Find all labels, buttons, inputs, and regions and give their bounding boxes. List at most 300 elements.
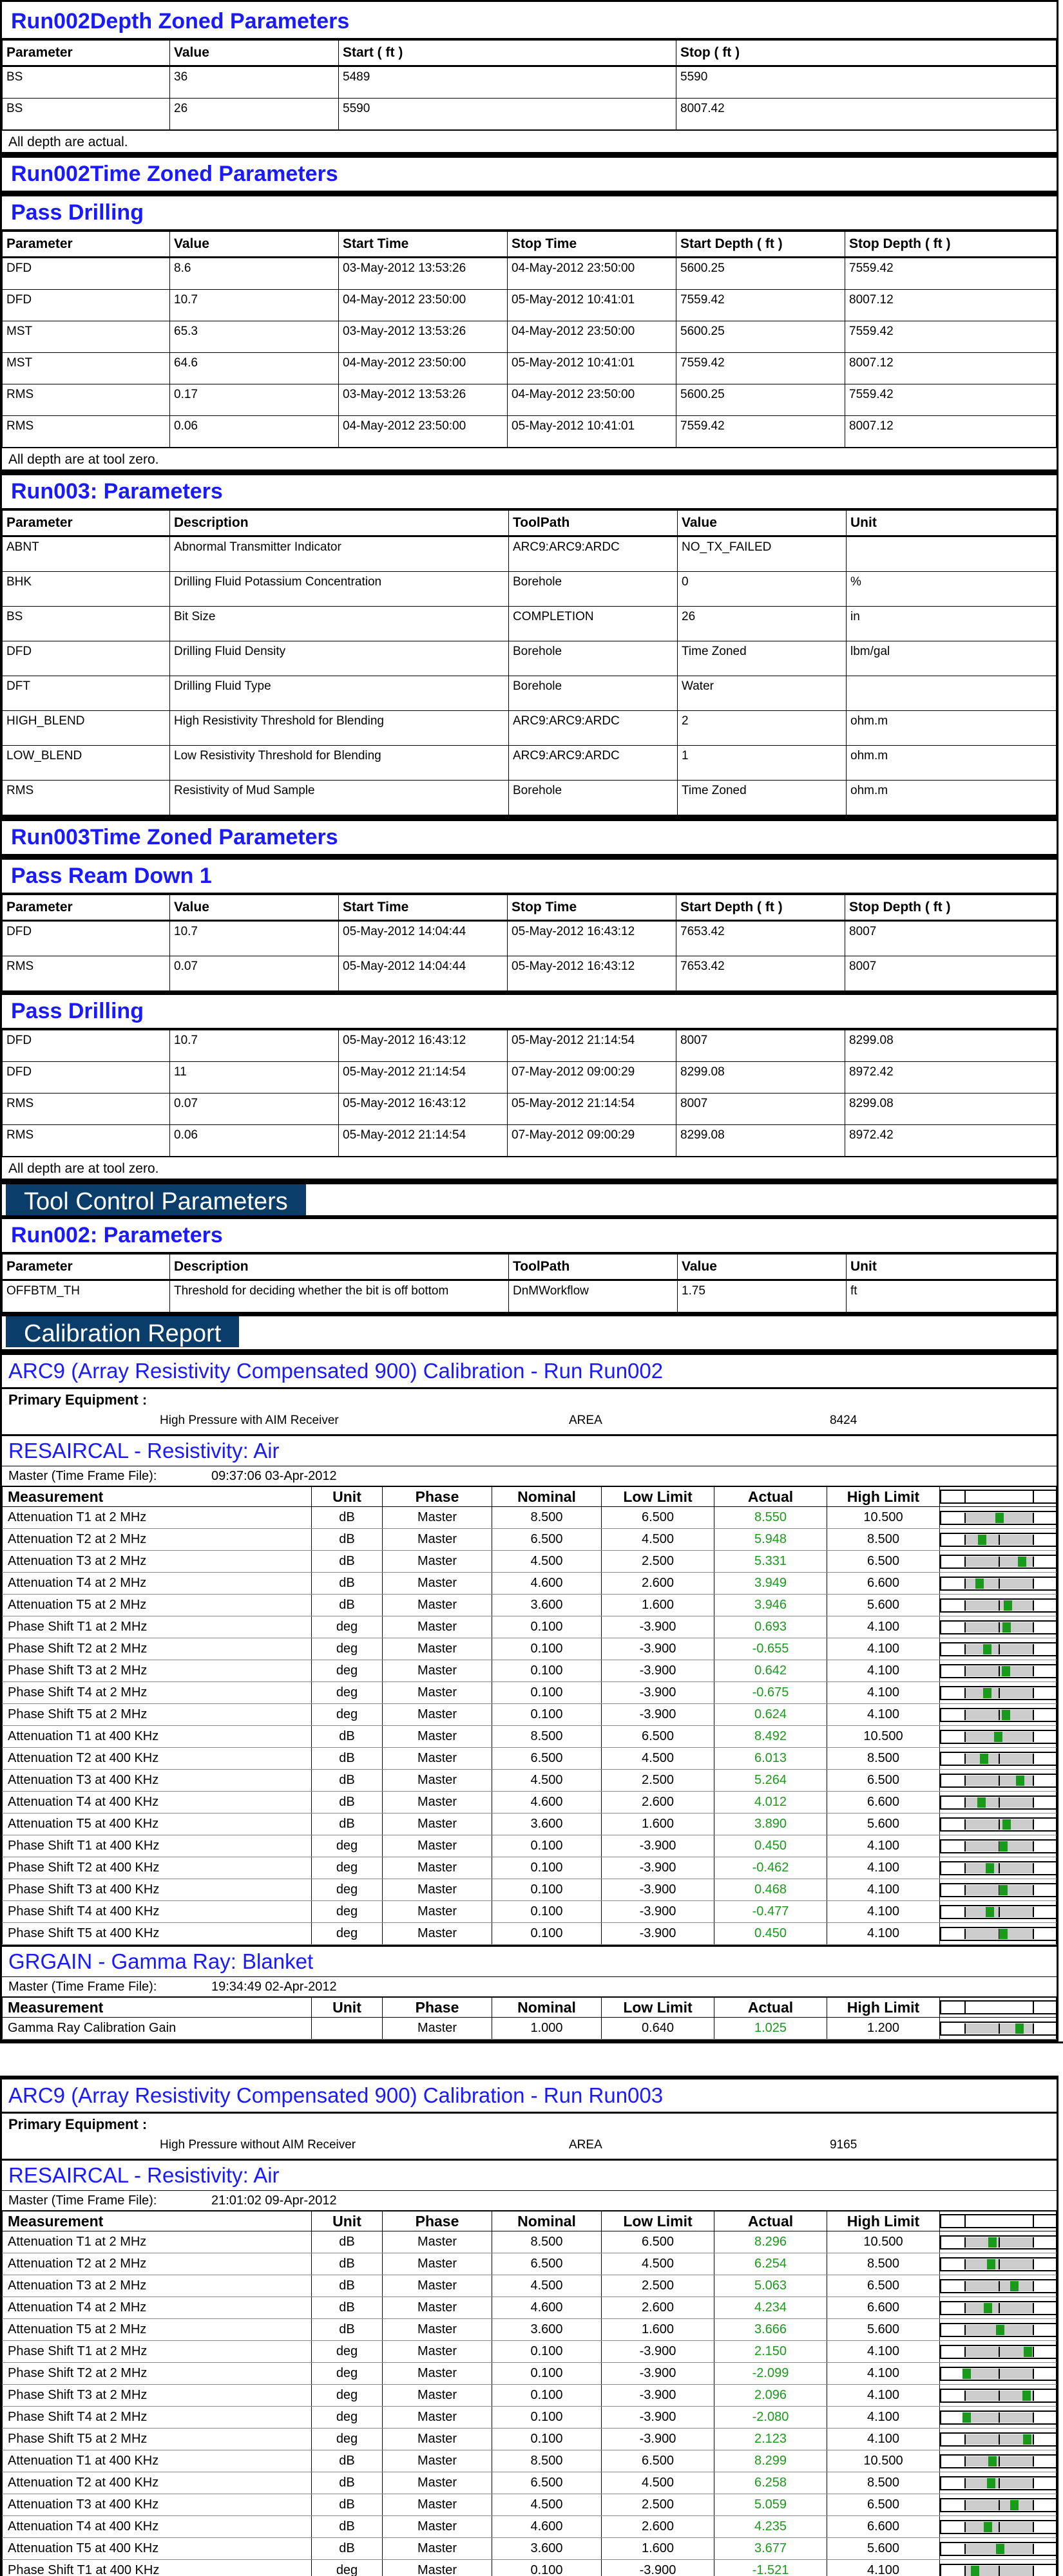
high-limit-cell: 5.600 xyxy=(827,2319,940,2341)
limit-bar xyxy=(940,1533,1057,1547)
column-header: Low Limit xyxy=(602,1487,714,1507)
high-limit-cell: 4.100 xyxy=(827,1879,940,1901)
nominal-cell: 0.100 xyxy=(492,1901,602,1923)
actual-cell: -0.655 xyxy=(714,1638,827,1660)
primary-equipment-row xyxy=(8,2133,1050,2156)
limit-bar-cell xyxy=(940,1660,1057,1682)
limit-bar-divider xyxy=(964,2325,966,2335)
nominal-cell: 6.500 xyxy=(492,2472,602,2494)
phase-cell: Master xyxy=(383,2516,492,2538)
measurement-cell: Attenuation T2 at 400 KHz xyxy=(3,2472,312,2494)
limit-bar-cell xyxy=(940,2516,1057,2538)
low-limit-cell: -3.900 xyxy=(602,2407,714,2429)
measurement-cell: Attenuation T3 at 2 MHz xyxy=(3,1551,312,1573)
measurement-cell: Attenuation T1 at 2 MHz xyxy=(3,2231,312,2253)
unit-cell: dB xyxy=(312,2538,383,2560)
calibration-table xyxy=(2,1997,1057,2040)
limit-bar-divider xyxy=(964,1666,966,1676)
low-limit-cell: 2.500 xyxy=(602,1551,714,1573)
actual-cell: 0.624 xyxy=(714,1704,827,1726)
table-cell: Abnormal Transmitter Indicator xyxy=(170,536,509,572)
nominal-cell: 3.600 xyxy=(492,2319,602,2341)
limit-bar-divider xyxy=(999,2434,1000,2445)
phase-cell: Master xyxy=(383,2319,492,2341)
master-label: Master (Time Frame File): xyxy=(8,1469,157,1483)
table-cell: ohm.m xyxy=(847,781,1057,815)
low-limit-cell: 1.600 xyxy=(602,2319,714,2341)
limit-bar xyxy=(940,2301,1057,2315)
limit-bar-marker xyxy=(986,1907,994,1917)
calibration-row xyxy=(3,1770,1057,1792)
column-header: Phase xyxy=(383,1487,492,1507)
table-cell: 8007.12 xyxy=(845,416,1057,448)
unit-cell: dB xyxy=(312,1726,383,1748)
limit-bar xyxy=(940,1577,1057,1591)
actual-cell: 2.150 xyxy=(714,2341,827,2363)
limit-bar-divider xyxy=(1033,1754,1034,1764)
measurement-cell: Gamma Ray Calibration Gain xyxy=(3,2018,312,2040)
table-cell: 7559.42 xyxy=(676,416,845,448)
column-header: Nominal xyxy=(492,2211,602,2231)
measurement-cell: Phase Shift T4 at 2 MHz xyxy=(3,2407,312,2429)
unit-cell: deg xyxy=(312,1923,383,1945)
column-header: Start Depth ( ft ) xyxy=(676,895,845,921)
limit-bar xyxy=(940,2279,1057,2293)
limit-bar-divider xyxy=(964,1819,966,1830)
measurement-cell: Phase Shift T2 at 2 MHz xyxy=(3,2363,312,2385)
measurement-cell: Phase Shift T1 at 400 KHz xyxy=(3,2560,312,2576)
low-limit-cell: -3.900 xyxy=(602,2560,714,2576)
calibration-table xyxy=(2,1486,1057,1945)
measurement-cell: Phase Shift T4 at 2 MHz xyxy=(3,1682,312,1704)
table-row xyxy=(3,99,1057,130)
column-header: Start Time xyxy=(339,232,508,258)
high-limit-cell: 4.100 xyxy=(827,2385,940,2407)
limit-bar-divider xyxy=(964,2566,966,2576)
primary-equipment-label: Primary Equipment : xyxy=(8,2116,148,2132)
low-limit-cell: -3.900 xyxy=(602,1682,714,1704)
unit-cell: dB xyxy=(312,1748,383,1770)
nominal-cell: 3.600 xyxy=(492,1814,602,1835)
master-line xyxy=(2,2191,1057,2211)
table-cell: Drilling Fluid Density xyxy=(170,641,509,676)
measurement-cell: Phase Shift T2 at 2 MHz xyxy=(3,1638,312,1660)
table-cell: Drilling Fluid Type xyxy=(170,676,509,711)
limit-bar-cell xyxy=(940,2538,1057,2560)
measurement-cell: Attenuation T4 at 400 KHz xyxy=(3,2516,312,2538)
table-cell: 10.7 xyxy=(170,290,339,321)
nominal-cell: 6.500 xyxy=(492,1529,602,1551)
measurement-cell: Attenuation T4 at 2 MHz xyxy=(3,1573,312,1595)
table-cell: NO_TX_FAILED xyxy=(678,536,847,572)
calibration-row xyxy=(3,1835,1057,1857)
actual-cell: -2.099 xyxy=(714,2363,827,2385)
nominal-cell: 0.100 xyxy=(492,1616,602,1638)
limit-bar xyxy=(940,1555,1057,1569)
limit-bar xyxy=(940,1752,1057,1766)
measurement-cell: Attenuation T3 at 2 MHz xyxy=(3,2275,312,2297)
limit-bar-divider xyxy=(1033,2391,1034,2401)
measurement-cell: Attenuation T5 at 2 MHz xyxy=(3,2319,312,2341)
calibration-row xyxy=(3,1573,1057,1595)
calibration-row xyxy=(3,1595,1057,1616)
limit-bar-marker xyxy=(1024,2347,1032,2357)
limit-bar-divider xyxy=(964,2215,966,2227)
master-line xyxy=(2,1977,1057,1997)
table-cell: 04-May-2012 23:50:00 xyxy=(508,258,676,290)
table-cell: 8007 xyxy=(676,1094,845,1125)
limit-bar-divider xyxy=(1033,2544,1034,2554)
limit-bar-cell xyxy=(940,2429,1057,2450)
table-cell: 26 xyxy=(678,607,847,641)
limit-bar-divider xyxy=(1033,1929,1034,1939)
nominal-cell: 0.100 xyxy=(492,2341,602,2363)
table-row xyxy=(3,711,1057,746)
table-cell: 07-May-2012 09:00:29 xyxy=(508,1062,676,1094)
calibration-report xyxy=(0,2076,1058,2576)
limit-bar-cell xyxy=(940,2450,1057,2472)
table-cell xyxy=(847,676,1057,711)
low-limit-cell: 4.500 xyxy=(602,2472,714,2494)
limit-bar-cell xyxy=(940,1638,1057,1660)
actual-cell: 5.264 xyxy=(714,1770,827,1792)
phase-cell: Master xyxy=(383,1857,492,1879)
phase-cell: Master xyxy=(383,1595,492,1616)
unit-cell: deg xyxy=(312,1638,383,1660)
limit-bar xyxy=(940,1686,1057,1700)
unit-cell: deg xyxy=(312,1857,383,1879)
phase-cell: Master xyxy=(383,2297,492,2319)
table-cell: 10.7 xyxy=(170,921,339,956)
table-cell: ohm.m xyxy=(847,711,1057,746)
measurement-cell: Phase Shift T3 at 2 MHz xyxy=(3,1660,312,1682)
limit-bar-divider xyxy=(964,1600,966,1611)
table-cell: 05-May-2012 16:43:12 xyxy=(339,1030,508,1062)
low-limit-cell: 2.500 xyxy=(602,2275,714,2297)
limit-bar-cell xyxy=(940,2472,1057,2494)
phase-cell: Master xyxy=(383,1551,492,1573)
limit-bar xyxy=(940,1708,1057,1722)
limit-bar xyxy=(940,2410,1057,2425)
calibration-row xyxy=(3,1660,1057,1682)
limit-bar-divider xyxy=(999,2259,1000,2269)
high-limit-cell: 4.100 xyxy=(827,1616,940,1638)
limit-bar-divider xyxy=(1033,2412,1034,2423)
limit-bar-marker xyxy=(984,2522,992,2532)
high-limit-cell: 6.500 xyxy=(827,2494,940,2516)
run002-time-section xyxy=(0,154,1058,471)
limit-bar-divider xyxy=(1033,1491,1034,1502)
calibration-row xyxy=(3,1616,1057,1638)
table-row xyxy=(3,384,1057,416)
limit-bar-marker xyxy=(1004,1600,1012,1611)
limit-bar-divider xyxy=(1033,2281,1034,2291)
high-limit-cell: 4.100 xyxy=(827,1660,940,1682)
table-cell: 05-May-2012 16:43:12 xyxy=(508,956,676,991)
limit-bar-divider xyxy=(1033,2259,1034,2269)
table-cell: 0 xyxy=(678,572,847,607)
unit-cell: deg xyxy=(312,2429,383,2450)
table-cell: 5600.25 xyxy=(676,258,845,290)
table-cell: 0.07 xyxy=(170,1094,339,1125)
limit-bar-cell xyxy=(940,2319,1057,2341)
table-cell: ARC9:ARC9:ARDC xyxy=(509,536,678,572)
limit-bar-divider xyxy=(964,1797,966,1808)
calibration-row xyxy=(3,1879,1057,1901)
unit-cell: deg xyxy=(312,2560,383,2576)
low-limit-cell: 1.600 xyxy=(602,1814,714,1835)
phase-cell: Master xyxy=(383,2429,492,2450)
phase-cell: Master xyxy=(383,1748,492,1770)
table-cell: COMPLETION xyxy=(509,607,678,641)
limit-bar-marker xyxy=(996,2544,1004,2554)
master-label: Master (Time Frame File): xyxy=(8,2193,157,2208)
master-time: 21:01:02 09-Apr-2012 xyxy=(211,2193,337,2208)
low-limit-cell: -3.900 xyxy=(602,1616,714,1638)
high-limit-cell: 8.500 xyxy=(827,2253,940,2275)
limit-bar-divider xyxy=(999,1754,1000,1764)
high-limit-cell: 6.500 xyxy=(827,1551,940,1573)
calibration-row xyxy=(3,2560,1057,2576)
calibration-header-row xyxy=(3,2211,1057,2231)
nominal-cell: 0.100 xyxy=(492,1660,602,1682)
table-cell: 5590 xyxy=(676,66,1057,99)
unit-cell: deg xyxy=(312,1879,383,1901)
actual-cell: -0.675 xyxy=(714,1682,827,1704)
limit-bar-divider xyxy=(1033,1535,1034,1545)
calibration-row xyxy=(3,2231,1057,2253)
table-row xyxy=(3,290,1057,321)
column-header: ToolPath xyxy=(509,1255,678,1280)
limit-bar-cell xyxy=(940,2560,1057,2576)
limit-bar-cell xyxy=(940,1857,1057,1879)
limit-bar-divider xyxy=(1033,2237,1034,2248)
calibration-row xyxy=(3,2494,1057,2516)
calibration-row xyxy=(3,1814,1057,1835)
calibration-row xyxy=(3,2472,1057,2494)
limit-bar-divider xyxy=(999,1863,1000,1873)
nominal-cell: 0.100 xyxy=(492,2560,602,2576)
limit-bar-divider xyxy=(1033,2325,1034,2335)
actual-cell: 4.235 xyxy=(714,2516,827,2538)
limit-bar-cell xyxy=(940,2385,1057,2407)
table-cell: 7559.42 xyxy=(845,258,1057,290)
column-header: Stop ( ft ) xyxy=(676,41,1057,66)
limit-bar-divider xyxy=(964,1732,966,1742)
limit-bar xyxy=(940,2498,1057,2512)
limit-bar-marker xyxy=(999,1841,1008,1852)
table-cell: 05-May-2012 14:04:44 xyxy=(339,956,508,991)
calibration-row xyxy=(3,1529,1057,1551)
limit-bar-cell xyxy=(940,1507,1057,1529)
table-row xyxy=(3,607,1057,641)
table-cell: Borehole xyxy=(509,641,678,676)
high-limit-cell: 4.100 xyxy=(827,1901,940,1923)
measurement-cell: Attenuation T2 at 400 KHz xyxy=(3,1748,312,1770)
pass-title: Pass Drilling xyxy=(2,991,1057,1030)
low-limit-cell: -3.900 xyxy=(602,1857,714,1879)
limit-bar-cell xyxy=(940,1748,1057,1770)
table-cell: DFD xyxy=(3,921,170,956)
limit-bar-cell xyxy=(940,1770,1057,1792)
column-header: Parameter xyxy=(3,41,170,66)
equipment-serial: 8424 xyxy=(830,1414,857,1427)
limit-bar-cell xyxy=(940,2363,1057,2385)
table-cell: 03-May-2012 13:53:26 xyxy=(339,384,508,416)
low-limit-cell: -3.900 xyxy=(602,1901,714,1923)
calibration-row xyxy=(3,2341,1057,2363)
table-cell: Drilling Fluid Potassium Concentration xyxy=(170,572,509,607)
actual-cell: 3.666 xyxy=(714,2319,827,2341)
limit-bar-divider xyxy=(964,2002,966,2013)
column-header: Value xyxy=(678,1255,847,1280)
table-cell: 1.75 xyxy=(678,1280,847,1312)
table-cell: 8972.42 xyxy=(845,1062,1057,1094)
table-row xyxy=(3,66,1057,99)
actual-cell: -0.477 xyxy=(714,1901,827,1923)
nominal-cell: 3.600 xyxy=(492,1595,602,1616)
table-cell: 11 xyxy=(170,1062,339,1094)
measurement-cell: Attenuation T4 at 2 MHz xyxy=(3,2297,312,2319)
column-header: Parameter xyxy=(3,232,170,258)
limit-bar-divider xyxy=(964,2303,966,2313)
column-header: Low Limit xyxy=(602,1998,714,2018)
actual-cell: 8.492 xyxy=(714,1726,827,1748)
limit-bar-divider xyxy=(999,1710,1000,1720)
limit-bar-divider xyxy=(999,2023,1000,2034)
limit-bar-divider xyxy=(964,2544,966,2554)
table-cell: HIGH_BLEND xyxy=(3,711,170,746)
banner-label: Calibration Report xyxy=(6,1316,239,1347)
phase-cell: Master xyxy=(383,2560,492,2576)
section-title: Run002Time Zoned Parameters xyxy=(2,154,1057,193)
table-cell: 8299.08 xyxy=(845,1030,1057,1062)
equipment-area: AREA xyxy=(569,2138,602,2152)
unit-cell: dB xyxy=(312,2253,383,2275)
table-cell: 7653.42 xyxy=(676,956,845,991)
low-limit-cell: 2.600 xyxy=(602,2297,714,2319)
limit-bar-divider xyxy=(964,1688,966,1698)
high-limit-cell: 4.100 xyxy=(827,1923,940,1945)
high-limit-cell: 4.100 xyxy=(827,2363,940,2385)
table-cell: RMS xyxy=(3,1094,170,1125)
limit-bar-marker xyxy=(983,1644,991,1654)
calibration-row xyxy=(3,2538,1057,2560)
phase-cell: Master xyxy=(383,1507,492,1529)
limit-bar-marker xyxy=(999,1929,1008,1939)
limit-bar-divider xyxy=(1033,2566,1034,2576)
phase-cell: Master xyxy=(383,1682,492,1704)
actual-cell: 5.063 xyxy=(714,2275,827,2297)
actual-cell: 8.299 xyxy=(714,2450,827,2472)
low-limit-cell: -3.900 xyxy=(602,1704,714,1726)
table-cell: 03-May-2012 13:53:26 xyxy=(339,321,508,353)
limit-bar-divider xyxy=(1033,2369,1034,2379)
table-cell: 05-May-2012 16:43:12 xyxy=(339,1094,508,1125)
table-cell: 65.3 xyxy=(170,321,339,353)
measurement-cell: Phase Shift T3 at 400 KHz xyxy=(3,1879,312,1901)
table-cell: 26 xyxy=(170,99,339,130)
unit-cell: dB xyxy=(312,2516,383,2538)
limit-bar xyxy=(940,1927,1057,1941)
column-header: Stop Depth ( ft ) xyxy=(845,895,1057,921)
column-header: Value xyxy=(170,895,339,921)
measurement-cell: Attenuation T3 at 400 KHz xyxy=(3,1770,312,1792)
limit-bar-divider xyxy=(999,1535,1000,1545)
column-header: High Limit xyxy=(827,2211,940,2231)
phase-cell: Master xyxy=(383,2253,492,2275)
nominal-cell: 0.100 xyxy=(492,1638,602,1660)
limit-bar-divider xyxy=(964,2478,966,2488)
nominal-cell: 0.100 xyxy=(492,2363,602,2385)
table-cell: Time Zoned xyxy=(678,781,847,815)
low-limit-cell: -3.900 xyxy=(602,1638,714,1660)
high-limit-cell: 8.500 xyxy=(827,1529,940,1551)
high-limit-cell: 6.500 xyxy=(827,2275,940,2297)
limit-bar-divider xyxy=(1033,1666,1034,1676)
limit-bar xyxy=(940,2257,1057,2271)
limit-bar-divider xyxy=(1033,1885,1034,1895)
table-cell: 8299.08 xyxy=(676,1125,845,1157)
limit-bar-marker xyxy=(986,1863,994,1873)
low-limit-cell: 6.500 xyxy=(602,1507,714,1529)
column-header: Description xyxy=(170,1255,509,1280)
high-limit-cell: 5.600 xyxy=(827,2538,940,2560)
table-row xyxy=(3,746,1057,781)
unit-cell: deg xyxy=(312,2341,383,2363)
column-header: Parameter xyxy=(3,511,170,536)
table-row xyxy=(3,353,1057,384)
limit-bar-divider xyxy=(999,2566,1000,2576)
measurement-cell: Phase Shift T5 at 2 MHz xyxy=(3,2429,312,2450)
limit-bar-divider xyxy=(1033,1732,1034,1742)
limit-bar-divider xyxy=(964,2259,966,2269)
pass-title: Pass Drilling xyxy=(2,193,1057,231)
high-limit-cell: 5.600 xyxy=(827,1814,940,1835)
calibration-row xyxy=(3,1923,1057,1945)
limit-bar-cell xyxy=(940,1901,1057,1923)
unit-cell xyxy=(312,2018,383,2040)
low-limit-cell: 1.600 xyxy=(602,1595,714,1616)
limit-bar-marker xyxy=(975,1578,984,1589)
table-row xyxy=(3,1094,1057,1125)
measurement-cell: Phase Shift T1 at 2 MHz xyxy=(3,1616,312,1638)
limit-bar-marker xyxy=(1002,1666,1010,1676)
table-cell: RMS xyxy=(3,384,170,416)
calibration-row xyxy=(3,2385,1057,2407)
limit-bar-divider xyxy=(964,2023,966,2034)
limit-bar-divider xyxy=(1033,2002,1034,2013)
top-border xyxy=(0,0,1058,5)
run003-pass2-table xyxy=(2,1030,1057,1157)
calibration-row xyxy=(3,1726,1057,1748)
limit-bar-marker xyxy=(1016,1776,1024,1786)
calibration-row xyxy=(3,1704,1057,1726)
limit-bar-divider xyxy=(1033,2023,1034,2034)
table-cell: 0.07 xyxy=(170,956,339,991)
limit-bar-divider xyxy=(964,1644,966,1654)
limit-bar-divider xyxy=(964,2456,966,2467)
master-line xyxy=(2,1466,1057,1486)
limit-bar xyxy=(940,2454,1057,2468)
limit-bar-cell xyxy=(940,1879,1057,1901)
limit-bar-divider xyxy=(964,1710,966,1720)
column-header: Unit xyxy=(847,1255,1057,1280)
phase-cell: Master xyxy=(383,1901,492,1923)
limit-bar-header xyxy=(940,2000,1057,2014)
limit-bar xyxy=(940,1817,1057,1832)
unit-cell: dB xyxy=(312,1573,383,1595)
